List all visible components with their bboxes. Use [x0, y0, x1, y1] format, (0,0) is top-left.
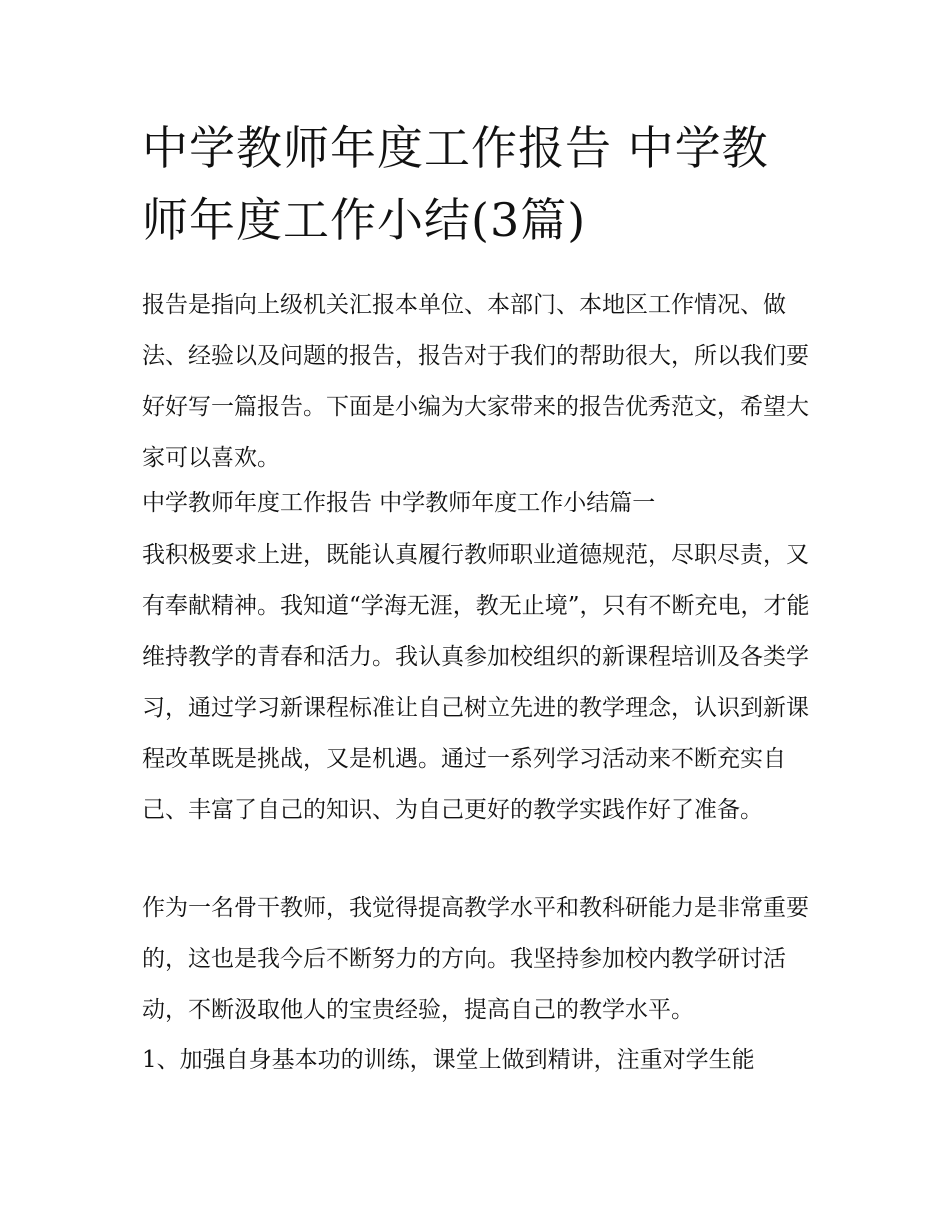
- body-paragraph-1: 我积极要求上进，既能认真履行教师职业道德规范，尽职尽责，又有奉献精神。我知道“学海无涯，教无止境”，只有不断充电，才能维持教学的青春和活力。我认真参加校组织的新课程培训及各类学习，通过学习新课程标准让自己树立先进的教学理念，认识到新课程改革既是挑战，又是机遇。通过一系列学习活动来不断充实自己、丰富了自己的知识、为自己更好的教学实践作好了准备。: [142, 542, 810, 823]
- list-item-1: 1、加强自身基本功的训练，课堂上做到精讲，注重对学生能: [142, 1047, 755, 1073]
- intro-paragraph: 报告是指向上级机关汇报本单位、本部门、本地区工作情况、做法、经验以及问题的报告，报告对于我们的帮助很大，所以我们要好好写一篇报告。下面是小编为大家带来的报告优秀范文，希望大家可以喜欢。: [142, 292, 809, 471]
- section-heading: 中学教师年度工作报告 中学教师年度工作小结篇一: [142, 490, 656, 516]
- body-paragraph-2: 作为一名骨干教师，我觉得提高教学水平和教科研能力是非常重要的，这也是我今后不断努力的方向。我坚持参加校内教学研讨活动，不断汲取他人的宝贵经验，提高自己的教学水平。: [142, 895, 809, 1023]
- document-title: 中学教师年度工作报告 中学教师年度工作小结(3篇): [142, 121, 769, 247]
